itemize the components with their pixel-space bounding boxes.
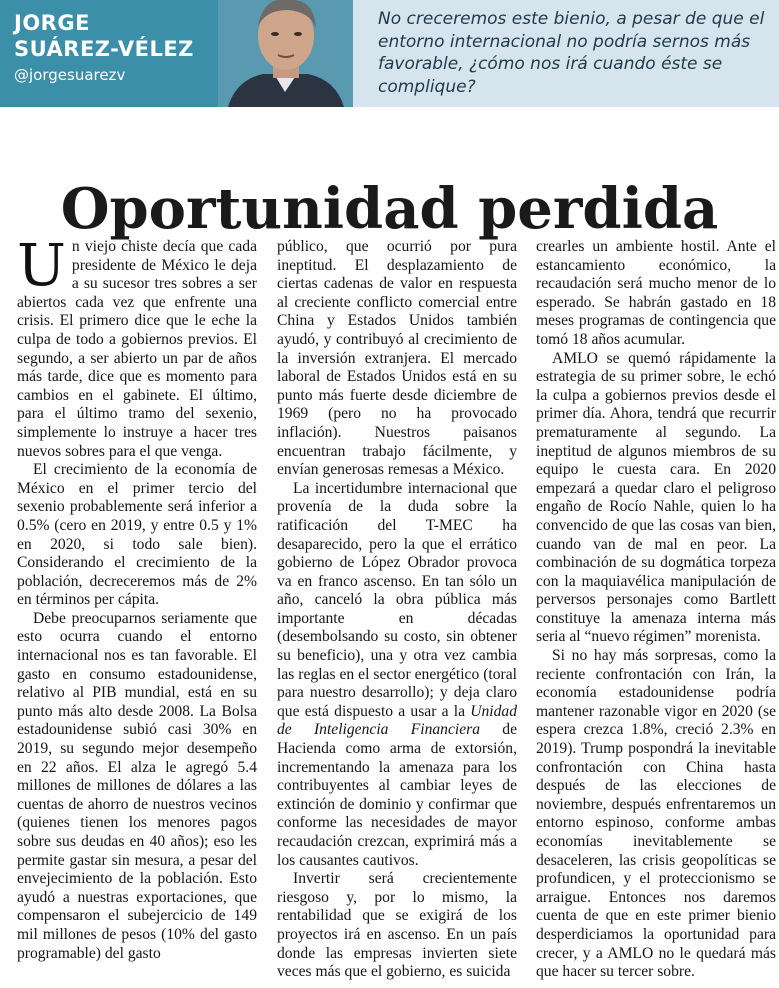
paragraph: público, que ocurrió por pura ineptitud. El desplazamiento de ciertas cadenas de valor en respuesta al creciente conflicto comercial entre China y Estados Unidos también ayudó, y contribuyó al crecimiento de la inversión extranjera. El mercado laboral de Estados Unidos está en su punto más fuerte desde diciembre de 1969 (pero no ha provocado inflación). Nuestros paisanos encuentran trabajo fácilmente, y envían generosas remesas a México.	[277, 238, 517, 479]
author-handle: @jorgesuarezv	[14, 66, 126, 84]
author-box	[0, 0, 353, 107]
drop-cap: U	[17, 231, 66, 299]
column-header	[0, 0, 779, 107]
paragraph: La incertidumbre internacional que provenía de la duda sobre la ratificación del T-MEC ha desaparecido, pero la que el errático gobierno de López Obrador provoca va en franco ascenso. En tan sólo un año, canceló la obra pública más importante en décadas (desembolsando su costo, sin obtener su beneficio), una y otra vez cambia las reglas en el sector energético (toral para nuestro desarrollo); y deja claro que está dispuesto a usar a la Unidad de Inteligencia Financiera de Hacienda como arma de extorsión, incrementando la amenaza para los contribuyentes al cambiar leyes de extinción de dominio y confirmar que conforme las necesidades de mayor recaudación crezcan, exprimirá más a los causantes cautivos.	[277, 479, 517, 869]
author-portrait	[218, 0, 353, 107]
paragraph: Si no hay más sorpresas, como la reciente confrontación con Irán, la economía estadounidense podría mantener razonable vigor en 2020 (se espera crezca 1.8%, creció 2.3% en 2019). Trump pospondrá la inevitable confrontación con China hasta después de las elecciones de noviembre, después enfrentaremos un entorno espinoso, conforme ambas economías inevitablemente se desaceleren, las crisis geopolíticas se profundicen, y el proteccionismo se arraigue. Entonces nos daremos cuenta de que en este primer bienio desperdiciamos la oportunidad para crecer, y a AMLO no le quedará más que hacer su tercer sobre.	[536, 647, 776, 981]
article-column-1	[17, 231, 257, 963]
article-column-2	[277, 238, 517, 982]
pull-quote: No creceremos este bienio, a pesar de que el entorno internacional no podría sernos más favorable, ¿cómo nos irá cuando éste se complique?	[378, 9, 765, 97]
paragraph: Debe preocuparnos seriamente que esto ocurra cuando el entorno internacional nos es tan favorable. El gasto en consumo estadounidense, relativo al PIB mundial, está en su punto más alto desde 2008. La Bolsa estadounidense subió casi 30% en 2019, su segundo mejor desempeño en 22 años. El alza le agregó 5.4 millones de millones de dólares a las cuentas de ahorro de nuestros vecinos (quienes tienen los menores pagos sobre sus deudas en 40 años); eso les permite gastar sin mesura, a pesar del envejecimiento de la población. Esto ayudó a nuestras exportaciones, que compensaron el subejercicio de 149 mil millones de pesos (10% del gasto programable) del gasto	[17, 609, 257, 962]
article-column-3	[536, 238, 776, 982]
author-first-name: JORGE	[14, 11, 90, 35]
headline: Oportunidad perdida	[60, 175, 719, 242]
author-name	[14, 10, 194, 62]
author-last-name: SUÁREZ-VÉLEZ	[14, 37, 194, 61]
paragraph: Invertir será crecientemente riesgoso y, por lo mismo, la rentabilidad que se exigirá de los proyectos irá en ascenso. En un país donde las empresas invierten siete veces más que el gobierno, es suicida	[277, 870, 517, 981]
emphasis-uif: Unidad de Inteligencia Financiera	[277, 702, 517, 739]
paragraph: AMLO se quemó rápidamente la estrategia de su primer sobre, le echó la culpa a gobiernos previos desde el primer día. Ahora, tendrá que recurrir prematuramente al segundo. La ineptitud de algunos miembros de su equipo le cuesta cara. En 2020 empezará a quedar claro el peligroso engaño de Rocío Nahle, quien lo ha convencido de que las cosas van bien, cuando van de mal en peor. La combinación de su dogmática torpeza con la maquiavélica manipulación de perversos personajes como Bartlett constituye la amenaza interna más seria al “nuevo régimen” morenista.	[536, 349, 776, 646]
paragraph: El crecimiento de la economía de México en el primer tercio del sexenio probablemente será inferior a 0.5% (cero en 2019, y entre 0.5 y 1% en 2020, si todo sale bien). Considerando el crecimiento de la población, decreceremos más de 2% en términos per cápita.	[17, 461, 257, 609]
paragraph: Un viejo chiste decía que cada presidente de México le deja a su sucesor tres sobres a ser abiertos cada vez que enfrente una crisis. El primero dice que le eche la culpa de todo a gobiernos previos. El segundo, a ser abierto un par de años más tarde, dice que es momento para cambios en el gabinete. El último, para el último tramo del sexenio, simplemente lo instruye a hacer tres nuevos sobres para el que venga.	[17, 231, 257, 460]
paragraph: crearles un ambiente hostil. Ante el estancamiento económico, la recaudación será mucho menor de lo esperado. Se habrán gastado en 18 meses programas de contingencia que tomó 18 años acumular.	[536, 238, 776, 348]
